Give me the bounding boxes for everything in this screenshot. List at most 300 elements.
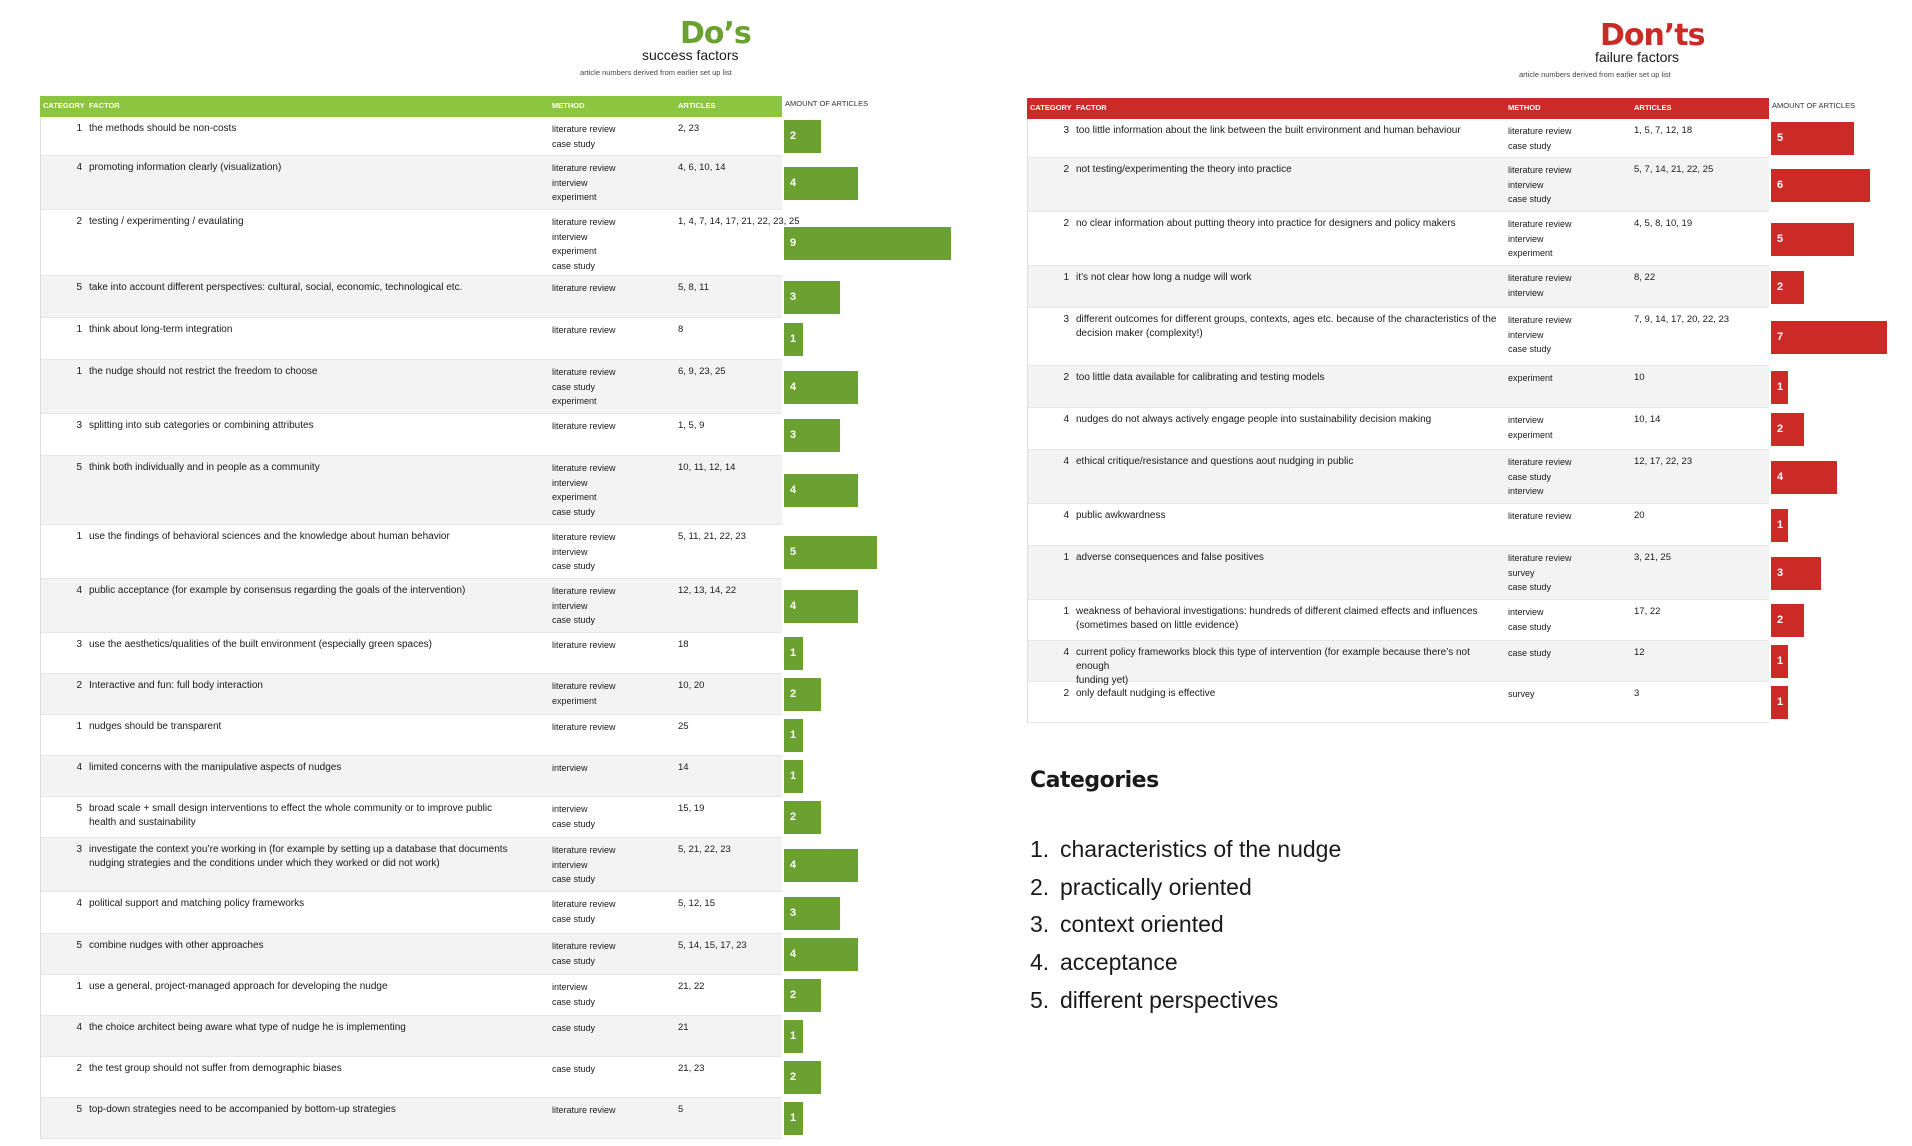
dos-table-row [40,1098,797,1139]
dos-row-method-item: case study [552,381,596,392]
donts-row-category: 2 [1063,372,1069,383]
dos-row-factor [89,461,546,475]
dos-row-amount-bar [784,281,840,314]
donts-row-method-item: interview [1508,607,1544,617]
donts-row-factor-line: too little data available for calibrating and testing models [1076,372,1325,383]
dos-row-factor-line: use the findings of behavioral sciences and the knowledge about human behavior [89,531,450,542]
donts-row-method [1508,163,1572,207]
dos-row-amount-bar [784,227,951,260]
dos-header-amount: AMOUNT OF ARTICLES [785,99,869,108]
donts-table-row [1027,119,1784,158]
donts-row-factor-line: not testing/experimenting the theory into practice [1076,164,1292,175]
dos-table-header [40,96,950,117]
dos-row-method-item: interview [552,231,588,242]
dos-row-amount-bar [784,938,858,971]
categories-legend [1030,768,1341,1020]
dos-row-method [552,939,616,968]
dos-row-category: 5 [76,940,82,951]
donts-row-factor-line: decision maker (complexity!) [1076,328,1203,339]
dos-row-method-item: literature review [552,325,616,335]
donts-row-factor-line: only default nudging is effective [1076,688,1216,699]
dos-row-method [552,897,616,926]
dos-row-articles: 21 [678,1022,689,1033]
dos-row-factor-line: promoting information clearly (visualization) [89,162,282,173]
dos-row-method-item: literature review [552,463,616,473]
donts-table-edge [1027,119,1028,723]
dos-row-method [552,461,616,519]
dos-row-method-item: experiment [552,396,597,406]
dos-row-method [552,1103,616,1118]
dos-row-method-item: case study [552,1023,596,1033]
dos-row-factor [89,122,546,136]
dos-table-row [40,633,797,674]
dos-row-method-item: case study [552,561,596,571]
dos-row-amount-bar [784,719,803,752]
donts-table-row [1027,266,1784,308]
dos-row-method-item: experiment [552,492,597,502]
dos-row-method-item: interview [552,804,588,814]
dos-row-amount-label: 4 [790,177,797,189]
dos-row-factor [89,530,546,544]
dos-row-articles: 5, 14, 15, 17, 23 [678,940,747,951]
dos-row-amount-bar [784,590,858,623]
donts-row-method-item: case study [1508,140,1552,151]
dos-row-articles: 18 [678,639,689,650]
donts-title: Don’ts [1600,18,1705,53]
dos-row-amount-label: 2 [790,811,797,823]
dos-row-method-item: literature review [552,845,616,855]
dos-table-row [40,579,797,633]
dos-row-articles: 21, 22 [678,981,705,992]
dos-row-method-item: interview [552,546,588,557]
dos-row-factor [89,843,546,871]
dos-row-amount-bar [784,897,840,930]
category-label: practically oriented [1060,873,1252,900]
dos-row-amount-label: 1 [790,647,797,659]
donts-row-method-item: experiment [1508,373,1553,383]
dos-table-row [40,838,797,892]
dos-row-articles: 15, 19 [678,803,705,814]
donts-row-amount-bar [1771,371,1788,404]
donts-row-method-item: case study [1508,194,1552,204]
donts-table-row [1027,641,1784,686]
donts-table-row [1027,682,1784,723]
category-item [1030,944,1341,982]
dos-row-factor-line: combine nudges with other approaches [89,940,264,951]
donts-note: article numbers derived from earlier set up list [1519,70,1671,79]
dos-row-factor-line: the methods should be non-costs [89,123,237,134]
dos-row-factor [89,939,546,953]
donts-row-amount-label: 1 [1777,655,1784,667]
dos-row-factor-line: the nudge should not restrict the freedom to choose [89,366,318,377]
donts-row-factor [1076,551,1502,565]
dos-row-amount-label: 4 [790,381,797,393]
category-number: 1. [1030,836,1050,862]
dos-row-method-item: interview [552,982,588,992]
donts-row-method-item: interview [1508,486,1544,496]
dos-row-factor-line: health and sustainability [89,817,196,828]
donts-row-category: 4 [1063,414,1069,425]
category-label: context oriented [1060,911,1224,938]
donts-row-amount-bar [1771,122,1854,155]
dos-row-method [552,161,616,205]
category-item [1030,831,1341,869]
dos-row-method-item: literature review [552,421,616,431]
dos-row-method-item: case study [552,818,596,829]
dos-row-amount-bar [784,1020,803,1053]
dos-row-method-item: case study [552,955,596,966]
dos-row-amount-label: 4 [790,859,797,871]
dos-row-factor-line: investigate the context you’re working in (for example by setting up a database that documents [89,844,508,855]
donts-row-factor [1076,124,1502,138]
donts-table-row [1027,212,1784,266]
donts-row-method-item: literature review [1508,273,1572,283]
dos-row-method-item: experiment [552,192,597,202]
dos-row-articles: 10, 11, 12, 14 [678,462,736,473]
dos-row-factor [89,584,546,598]
dos-row-factor-line: think both individually and in people as a community [89,462,320,473]
dos-table-row [40,892,797,934]
dos-row-method-item: literature review [552,163,616,173]
donts-table-row [1027,600,1784,641]
donts-table-row [1027,546,1784,600]
dos-header-articles: ARTICLES [678,101,716,110]
donts-header-method: METHOD [1508,103,1541,112]
dos-row-method [552,215,616,273]
donts-row-amount-bar [1771,169,1870,202]
dos-row-category: 1 [76,324,82,335]
dos-row-amount-bar [784,1102,803,1135]
dos-row-articles: 14 [678,762,689,773]
donts-row-amount-bar [1771,604,1804,637]
dos-row-articles: 5, 8, 11 [678,282,709,293]
donts-row-amount-label: 1 [1777,519,1784,531]
dos-row-factor [89,365,546,379]
donts-row-factor-line: public awkwardness [1076,510,1166,521]
dos-row-factor-line: nudging strategies and the conditions under which they worked or did not work) [89,858,440,869]
donts-row-factor-line: it’s not clear how long a nudge will work [1076,272,1252,283]
donts-row-category: 4 [1063,510,1069,521]
dos-row-method [552,761,588,776]
donts-row-factor [1076,455,1502,469]
donts-row-method-item: interview [1508,179,1544,190]
dos-row-factor [89,281,546,295]
donts-row-factor [1076,413,1502,427]
donts-row-factor-line: no clear information about putting theory into practice for designers and policy makers [1076,218,1456,229]
dos-row-amount-label: 4 [790,600,797,612]
donts-row-method [1508,413,1553,442]
dos-row-method-item: literature review [552,367,616,377]
donts-row-category: 4 [1063,647,1069,658]
dos-row-category: 5 [76,282,82,293]
dos-row-method-item: case study [552,138,596,149]
dos-row-amount-label: 1 [790,729,797,741]
donts-row-amount-label: 4 [1777,471,1784,483]
donts-row-amount-label: 1 [1777,381,1784,393]
dos-row-factor-line: broad scale + small design interventions to effect the whole community or to improve public [89,803,493,814]
dos-row-amount-bar [784,167,858,200]
donts-row-method-item: literature review [1508,126,1572,136]
dos-row-amount-label: 5 [790,546,797,558]
donts-row-category: 3 [1063,125,1069,136]
dos-row-method [552,281,616,296]
donts-row-articles: 20 [1634,510,1645,521]
donts-row-method [1508,313,1572,357]
donts-row-method-item: interview [1508,415,1544,425]
dos-row-amount-label: 3 [790,429,797,441]
dos-row-factor-line: testing / experimenting / evaulating [89,216,244,227]
dos-row-amount-bar [784,1061,821,1094]
dos-table-row [40,715,797,756]
dos-row-factor-line: political support and matching policy frameworks [89,898,305,909]
dos-row-category: 4 [76,585,82,596]
dos-row-method-item: case study [552,874,596,884]
category-label: characteristics of the nudge [1060,836,1342,862]
dos-row-method-item: case study [552,260,596,271]
category-number: 3. [1030,911,1050,938]
dos-row-amount-label: 1 [790,1112,797,1124]
donts-row-method [1508,605,1551,634]
dos-row-amount-label: 4 [790,948,797,960]
category-number: 5. [1030,986,1050,1013]
donts-row-articles: 3 [1634,688,1640,699]
dos-row-method [552,638,616,653]
donts-row-category: 2 [1063,688,1069,699]
donts-row-method [1508,509,1572,524]
dos-row-method-item: interview [552,763,588,773]
dos-row-category: 4 [76,162,82,173]
dos-row-method-item: experiment [552,695,597,706]
donts-row-method-item: literature review [1508,165,1572,175]
donts-row-method-item: literature review [1508,315,1572,325]
dos-row-factor-line: the test group should not suffer from demographic biases [89,1063,342,1074]
dos-row-method [552,584,616,628]
donts-row-category: 1 [1063,606,1069,617]
dos-table-row [40,210,800,276]
dos-row-method-item: literature review [552,1105,616,1115]
donts-row-factor-line: nudges do not always actively engage people into sustainability decision making [1076,414,1432,425]
donts-row-method-item: interview [1508,287,1544,298]
dos-row-method [552,1062,595,1077]
dos-row-amount-label: 2 [790,989,797,1001]
donts-row-articles: 3, 21, 25 [1634,552,1671,563]
donts-row-method-item: survey [1508,689,1535,699]
dos-row-method-item: literature review [552,124,616,134]
categories-list [1030,831,1341,1020]
dos-row-method [552,530,616,574]
donts-header-category: CATEGORY [1030,103,1072,112]
dos-row-method-item: interview [552,477,588,488]
dos-row-amount-label: 2 [790,1071,797,1083]
donts-row-amount-label: 1 [1777,696,1784,708]
donts-row-method-item: interview [1508,329,1544,340]
dos-row-articles: 6, 9, 23, 25 [678,366,726,377]
donts-row-factor-line: too little information about the link between the built environment and human behaviour [1076,125,1461,136]
dos-table-row [40,156,797,210]
donts-subtitle: failure factors [1595,49,1680,65]
donts-row-factor-line: funding yet) [1076,675,1129,686]
dos-table-row [40,756,797,797]
donts-row-method-item: case study [1508,471,1552,482]
dos-row-amount-label: 4 [790,484,797,496]
dos-row-method [552,419,616,434]
dos-row-method [552,1021,595,1036]
dos-row-amount-label: 1 [790,770,797,782]
donts-header-articles: ARTICLES [1634,103,1672,112]
dos-row-method [552,679,616,708]
donts-table-row [1027,366,1784,408]
dos-table-row [40,1016,797,1057]
donts-row-method [1508,551,1572,595]
donts-row-factor [1076,271,1502,285]
donts-row-method [1508,455,1572,499]
dos-row-articles: 25 [678,721,689,732]
donts-row-category: 4 [1063,456,1069,467]
donts-row-articles: 12 [1634,647,1645,658]
donts-row-method-item: experiment [1508,429,1553,440]
donts-table-row [1027,408,1784,450]
category-item [1030,906,1341,944]
dos-row-articles: 4, 6, 10, 14 [678,162,726,173]
donts-row-method [1508,687,1535,702]
dos-row-articles: 5 [678,1104,684,1115]
dos-table-row [40,276,797,318]
dos-row-factor-line: splitting into sub categories or combining attributes [89,420,314,431]
donts-row-category: 2 [1063,218,1069,229]
donts-row-factor [1076,163,1502,177]
dos-row-articles: 1, 5, 9 [678,420,705,431]
dos-row-category: 2 [76,1063,82,1074]
dos-row-amount-bar [784,323,803,356]
dos-row-category: 3 [76,639,82,650]
donts-row-factor-line: weakness of behavioral investigations: hundreds of different claimed effects and influences [1076,606,1478,617]
donts-row-amount-label: 2 [1777,614,1784,626]
dos-row-method-item: interview [552,177,588,188]
donts-row-amount-bar [1771,686,1788,719]
donts-table-body [1027,119,1912,723]
dos-row-amount-label: 3 [790,907,797,919]
donts-table-row [1027,504,1784,546]
dos-row-factor-line: top-down strategies need to be accompanied by bottom-up strategies [89,1104,396,1115]
donts-row-category: 1 [1063,272,1069,283]
dos-row-amount-bar [784,120,821,153]
dos-row-amount-label: 2 [790,688,797,700]
donts-header-factor: FACTOR [1076,103,1107,112]
dos-row-amount-label: 2 [790,130,797,142]
donts-row-method-item: case study [1508,344,1552,354]
donts-row-articles: 7, 9, 14, 17, 20, 22, 23 [1634,314,1730,325]
donts-row-amount-label: 2 [1777,423,1784,435]
dos-row-method-item: case study [552,996,596,1007]
dos-header-factor: FACTOR [89,101,120,110]
dos-row-factor-line: take into account different perspectives: cultural, social, economic, technological etc. [89,282,463,293]
dos-row-method [552,980,595,1009]
donts-row-amount-label: 3 [1777,567,1784,579]
dos-row-amount-bar [784,849,858,882]
dos-row-method-item: case study [552,615,596,625]
dos-row-method-item: literature review [552,532,616,542]
dos-row-factor [89,1103,546,1117]
dos-row-articles: 5, 21, 22, 23 [678,844,731,855]
dos-panel [40,18,950,1139]
donts-row-category: 1 [1063,552,1069,563]
dos-row-articles: 8 [678,324,684,335]
dos-row-amount-bar [784,678,821,711]
dos-row-factor-line: think about long-term integration [89,324,233,335]
dos-title: Do’s [680,16,751,51]
donts-row-amount-bar [1771,509,1788,542]
dos-row-articles: 10, 20 [678,680,705,691]
dos-row-category: 1 [76,366,82,377]
dos-row-category: 4 [76,1022,82,1033]
category-label: acceptance [1060,949,1178,976]
dos-table-row [40,934,797,975]
dos-table-row [40,674,797,715]
dos-table-row [40,797,797,838]
dos-table-row [40,414,797,456]
donts-row-method-item: case study [1508,648,1552,658]
dos-row-amount-label: 3 [790,291,797,303]
dos-row-method-item: case study [552,913,596,924]
dos-row-articles: 1, 4, 7, 14, 17, 21, 22, 23, 25 [678,216,800,227]
donts-row-amount-label: 6 [1777,179,1784,191]
dos-row-factor-line: limited concerns with the manipulative aspects of nudges [89,762,342,773]
donts-row-articles: 10 [1634,372,1645,383]
dos-row-amount-bar [784,760,803,793]
dos-row-factor [89,679,546,693]
dos-row-factor [89,802,546,830]
dos-row-method-item: literature review [552,941,616,951]
dos-row-factor [89,323,546,337]
category-item [1030,982,1341,1020]
categories-title: Categories [1030,768,1159,793]
dos-row-category: 5 [76,803,82,814]
dos-row-method-item: interview [552,600,588,611]
donts-row-amount-label: 2 [1777,281,1784,293]
donts-row-amount-label: 5 [1777,233,1784,245]
dos-row-amount-bar [784,801,821,834]
donts-row-articles: 17, 22 [1634,606,1661,617]
dos-row-method [552,122,616,151]
dos-row-method [552,843,616,887]
donts-row-amount-bar [1771,461,1837,494]
dos-row-amount-bar [784,474,858,507]
donts-row-method-item: literature review [1508,511,1572,521]
donts-row-method-item: survey [1508,567,1535,578]
donts-row-amount-label: 7 [1777,331,1784,343]
donts-row-category: 2 [1063,164,1069,175]
donts-row-articles: 12, 17, 22, 23 [1634,456,1693,467]
dos-row-category: 5 [76,1104,82,1115]
donts-row-factor-line: current policy frameworks block this type of intervention (for example because there’s not enough [1076,647,1470,672]
dos-row-articles: 2, 23 [678,123,700,134]
dos-row-amount-bar [784,419,840,452]
dos-table-row [40,525,797,579]
dos-row-factor [89,161,546,175]
dos-row-factor-line: the choice architect being aware what type of nudge he is implementing [89,1022,406,1033]
dos-row-amount-label: 9 [790,237,797,249]
dos-row-category: 1 [76,721,82,732]
dos-row-factor-line: public acceptance (for example by consensus regarding the goals of the intervention) [89,585,466,596]
dos-row-factor [89,215,546,229]
dos-row-articles: 21, 23 [678,1063,705,1074]
donts-row-articles: 8, 22 [1634,272,1656,283]
dos-row-amount-bar [784,979,821,1012]
dos-row-method-item: case study [552,506,596,517]
dos-row-method-item: literature review [552,899,616,909]
donts-table-header [1027,98,1912,119]
dos-row-amount-bar [784,371,858,404]
